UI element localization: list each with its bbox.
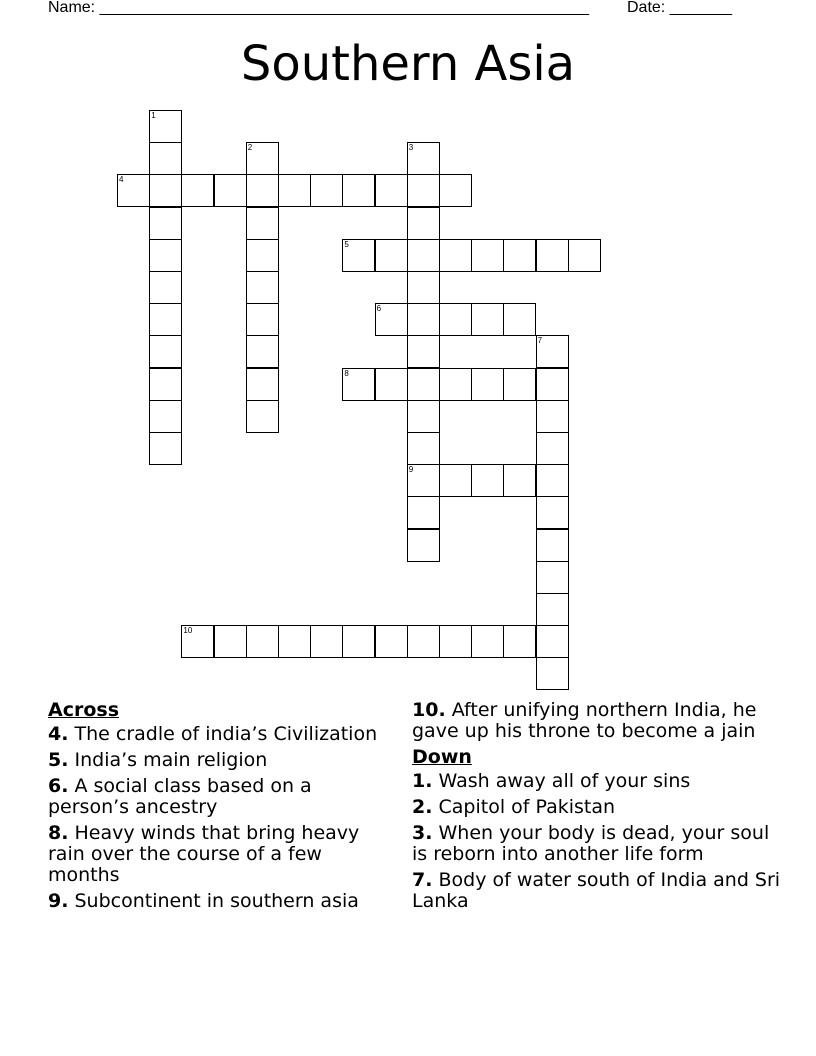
grid-cell[interactable] [375, 368, 408, 401]
grid-cell[interactable] [439, 464, 472, 497]
grid-cell[interactable] [439, 368, 472, 401]
grid-cell[interactable] [310, 625, 343, 658]
grid-cell[interactable] [471, 368, 504, 401]
clue-down-1: 1. Wash away all of your sins [412, 770, 691, 792]
grid-cell[interactable] [536, 239, 569, 272]
clue-number-label: 4 [119, 175, 124, 185]
grid-cell[interactable] [536, 529, 569, 562]
grid-cell[interactable] [503, 239, 536, 272]
grid-cell[interactable] [246, 271, 279, 304]
grid-cell[interactable] [342, 625, 375, 658]
grid-cell[interactable] [407, 625, 440, 658]
grid-cell[interactable] [407, 271, 440, 304]
clue-number-label: 7 [537, 336, 543, 346]
clue-across-6: 6. A social class based on a person’s ancestry [48, 775, 312, 818]
grid-cell[interactable] [407, 400, 440, 433]
clue-number-label: 6 [376, 304, 382, 314]
across-heading: Across [48, 699, 120, 721]
grid-cell[interactable] [246, 207, 279, 240]
grid-cell[interactable] [407, 142, 440, 175]
grid-cell[interactable] [149, 368, 182, 401]
grid-cell[interactable] [536, 464, 569, 497]
grid-cell[interactable] [246, 368, 279, 401]
grid-cell[interactable] [503, 303, 536, 336]
grid-cell[interactable] [149, 335, 182, 368]
grid-cell[interactable] [149, 239, 182, 272]
grid-cell[interactable] [536, 432, 569, 465]
grid-cell[interactable] [149, 142, 182, 175]
grid-cell[interactable] [246, 400, 279, 433]
grid-cell[interactable] [407, 432, 440, 465]
grid-cell[interactable] [471, 464, 504, 497]
grid-cell[interactable] [536, 625, 569, 658]
grid-cell[interactable] [407, 207, 440, 240]
grid-cell[interactable] [246, 303, 279, 336]
grid-cell[interactable] [149, 174, 182, 207]
grid-cell[interactable] [246, 142, 279, 175]
grid-cell[interactable] [149, 432, 182, 465]
grid-cell[interactable] [536, 335, 569, 368]
grid-cell[interactable] [246, 239, 279, 272]
down-heading: Down [412, 746, 472, 768]
grid-cell[interactable] [536, 368, 569, 401]
grid-cell[interactable] [181, 174, 214, 207]
grid-cell[interactable] [310, 174, 343, 207]
grid-cell[interactable] [246, 625, 279, 658]
clues-right-column [412, 700, 782, 917]
grid-cell[interactable] [439, 303, 472, 336]
grid-cell[interactable] [149, 303, 182, 336]
clue-number-label: 3 [408, 143, 414, 153]
grid-cell[interactable] [536, 657, 569, 690]
grid-cell[interactable] [375, 239, 408, 272]
clue-number-label: 8 [344, 368, 349, 378]
grid-cell[interactable] [407, 464, 440, 497]
grid-cell[interactable] [342, 174, 375, 207]
grid-cell[interactable] [181, 625, 214, 658]
grid-cell[interactable] [246, 174, 279, 207]
grid-cell[interactable] [214, 625, 247, 658]
grid-cell[interactable] [439, 174, 472, 207]
grid-cell[interactable] [439, 239, 472, 272]
grid-cell[interactable] [407, 496, 440, 529]
grid-cell[interactable] [536, 561, 569, 594]
grid-cell[interactable] [536, 400, 569, 433]
grid-cell[interactable] [149, 110, 182, 143]
grid-cell[interactable] [342, 239, 375, 272]
clue-across-8: 8. Heavy winds that bring heavy rain over the course of a few months [48, 822, 360, 886]
grid-cell[interactable] [407, 529, 440, 562]
clue-number-label: 5 [344, 239, 349, 249]
grid-cell[interactable] [471, 303, 504, 336]
clues-left-column [48, 700, 388, 917]
clue-number-label: 10 [183, 626, 193, 636]
grid-cell[interactable] [278, 625, 311, 658]
grid-cell[interactable] [503, 368, 536, 401]
grid-cell[interactable] [246, 335, 279, 368]
grid-cell[interactable] [214, 174, 247, 207]
grid-cell[interactable] [149, 271, 182, 304]
grid-cell[interactable] [342, 368, 375, 401]
grid-cell[interactable] [149, 400, 182, 433]
grid-cell[interactable] [407, 335, 440, 368]
clue-across-9: 9. Subcontinent in southern asia [48, 890, 359, 912]
grid-cell[interactable] [117, 174, 150, 207]
puzzle-title: Southern Asia [240, 36, 576, 92]
grid-cell[interactable] [536, 593, 569, 626]
grid-cell[interactable] [149, 207, 182, 240]
name-field[interactable]: Name: _______________________________________________________ [48, 0, 589, 16]
clue-down-3: 3. When your body is dead, your soul is reborn into another life form [412, 822, 770, 865]
grid-cell[interactable] [471, 625, 504, 658]
grid-cell[interactable] [503, 625, 536, 658]
clue-number-label: 2 [247, 143, 253, 153]
grid-cell[interactable] [278, 174, 311, 207]
grid-cell[interactable] [375, 625, 408, 658]
grid-cell[interactable] [407, 174, 440, 207]
grid-cell[interactable] [568, 239, 601, 272]
grid-cell[interactable] [471, 239, 504, 272]
grid-cell[interactable] [407, 303, 440, 336]
grid-cell[interactable] [375, 303, 408, 336]
grid-cell[interactable] [407, 239, 440, 272]
date-field[interactable]: Date: _______ [627, 0, 732, 16]
grid-cell[interactable] [503, 464, 536, 497]
clue-across-5: 5. India’s main religion [48, 749, 268, 771]
clue-across-10: 10. After unifying northern India, he gave up his throne to become a jain [412, 699, 757, 742]
clue-number-label: 1 [151, 111, 156, 120]
grid-cell[interactable] [407, 368, 440, 401]
grid-cell[interactable] [439, 625, 472, 658]
clue-down-7: 7. Body of water south of India and Sri Lanka [412, 869, 781, 912]
clue-across-4: 4. The cradle of india’s Civilization [48, 723, 378, 745]
clue-down-2: 2. Capitol of Pakistan [412, 796, 616, 818]
grid-cell[interactable] [375, 174, 408, 207]
clue-number-label: 9 [408, 465, 414, 475]
grid-cell[interactable] [536, 496, 569, 529]
